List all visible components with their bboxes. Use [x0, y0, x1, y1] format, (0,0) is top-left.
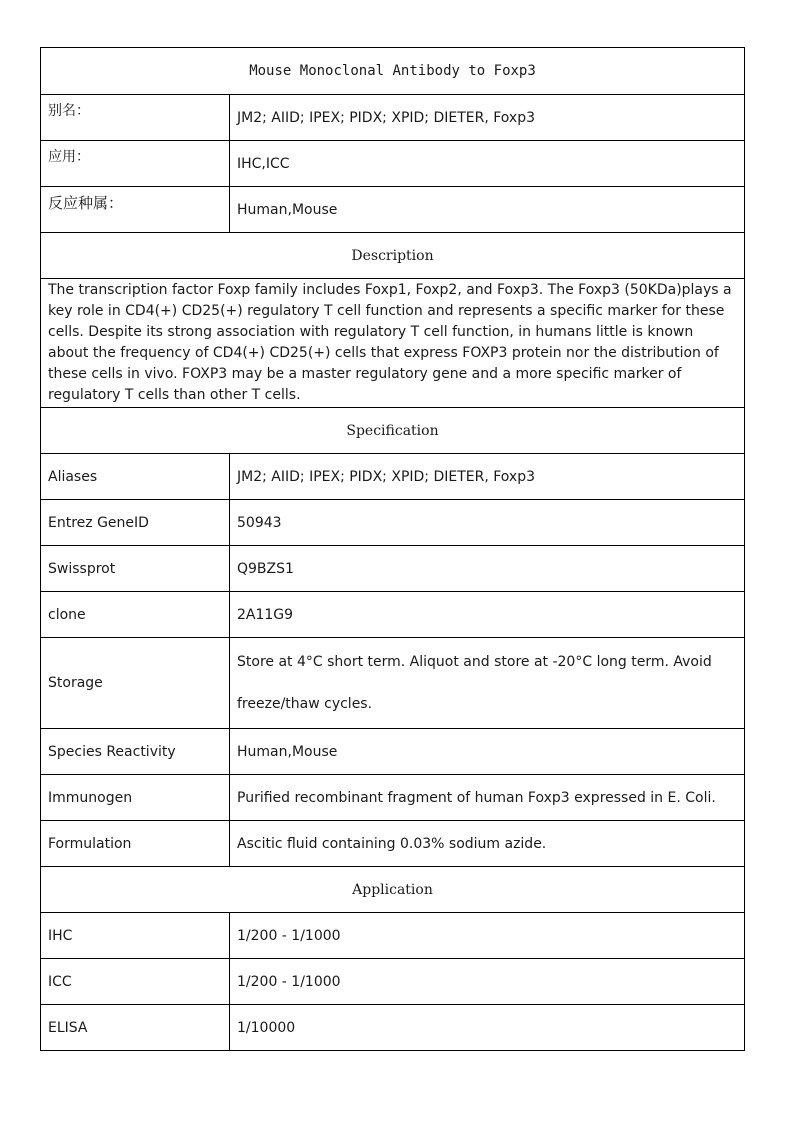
spec-value-swissprot: Q9BZS1 [230, 546, 745, 592]
spec-row-clone [41, 592, 745, 638]
title-row [41, 48, 745, 95]
alias-cn-value: JM2; AIID; IPEX; PIDX; XPID; DIETER, Foxp3 [230, 95, 745, 141]
spec-value-species-reactivity: Human,Mouse [230, 729, 745, 775]
spec-row-swissprot [41, 546, 745, 592]
description-heading: Description [41, 233, 745, 279]
description-heading-row [41, 233, 745, 279]
spec-row-formulation [41, 821, 745, 867]
app-label-icc: ICC [41, 959, 230, 1005]
description-text: The transcription factor Foxp family includes Foxp1, Foxp2, and Foxp3. The Foxp3 (50KDa)plays a key role in CD4(+) CD25(+) regulatory T cell function and represents a specific marker for these cells. Despite its strong association with regulatory T cell function, in humans little is known about the frequency of CD4(+) CD25(+) cells that express FOXP3 protein nor the distribution of these cells in vivo. FOXP3 may be a master regulatory gene and a more specific marker of regulatory T cells than other T cells. [41, 279, 745, 408]
app-value-icc: 1/200 - 1/1000 [230, 959, 745, 1005]
reactivity-cn-label: 反应种属： [41, 187, 230, 233]
spec-value-entrez-geneid: 50943 [230, 500, 745, 546]
spec-row-storage [41, 638, 745, 729]
spec-value-clone: 2A11G9 [230, 592, 745, 638]
spec-label-clone: clone [41, 592, 230, 638]
alias-cn-row [41, 95, 745, 141]
spec-label-formulation: Formulation [41, 821, 230, 867]
spec-row-entrez-geneid [41, 500, 745, 546]
app-value-ihc: 1/200 - 1/1000 [230, 913, 745, 959]
app-label-ihc: IHC [41, 913, 230, 959]
spec-row-aliases [41, 454, 745, 500]
app-row-ihc [41, 913, 745, 959]
reactivity-cn-row [41, 187, 745, 233]
spec-label-species-reactivity: Species Reactivity [41, 729, 230, 775]
datasheet-table [40, 47, 745, 1051]
application-cn-row [41, 141, 745, 187]
app-value-elisa: 1/10000 [230, 1005, 745, 1051]
spec-label-immunogen: Immunogen [41, 775, 230, 821]
application-cn-label: 应用： [41, 141, 230, 187]
spec-label-storage: Storage [41, 638, 230, 729]
alias-cn-label: 别名： [41, 95, 230, 141]
specification-heading-row [41, 408, 745, 454]
app-row-icc [41, 959, 745, 1005]
specification-heading: Specification [41, 408, 745, 454]
application-heading: Application [41, 867, 745, 913]
description-text-row [41, 279, 745, 408]
application-cn-value: IHC,ICC [230, 141, 745, 187]
spec-value-immunogen: Purified recombinant fragment of human Foxp3 expressed in E. Coli. [230, 775, 745, 821]
spec-label-entrez-geneid: Entrez GeneID [41, 500, 230, 546]
application-heading-row [41, 867, 745, 913]
spec-label-aliases: Aliases [41, 454, 230, 500]
spec-label-swissprot: Swissprot [41, 546, 230, 592]
spec-value-storage: Store at 4°C short term. Aliquot and store at -20°C long term. Avoid freeze/thaw cycles. [230, 638, 745, 729]
product-title: Mouse Monoclonal Antibody to Foxp3 [41, 48, 745, 95]
reactivity-cn-value: Human,Mouse [230, 187, 745, 233]
spec-value-aliases: JM2; AIID; IPEX; PIDX; XPID; DIETER, Foxp3 [230, 454, 745, 500]
spec-row-immunogen [41, 775, 745, 821]
app-row-elisa [41, 1005, 745, 1051]
app-label-elisa: ELISA [41, 1005, 230, 1051]
spec-row-species-reactivity [41, 729, 745, 775]
spec-value-formulation: Ascitic fluid containing 0.03% sodium azide. [230, 821, 745, 867]
